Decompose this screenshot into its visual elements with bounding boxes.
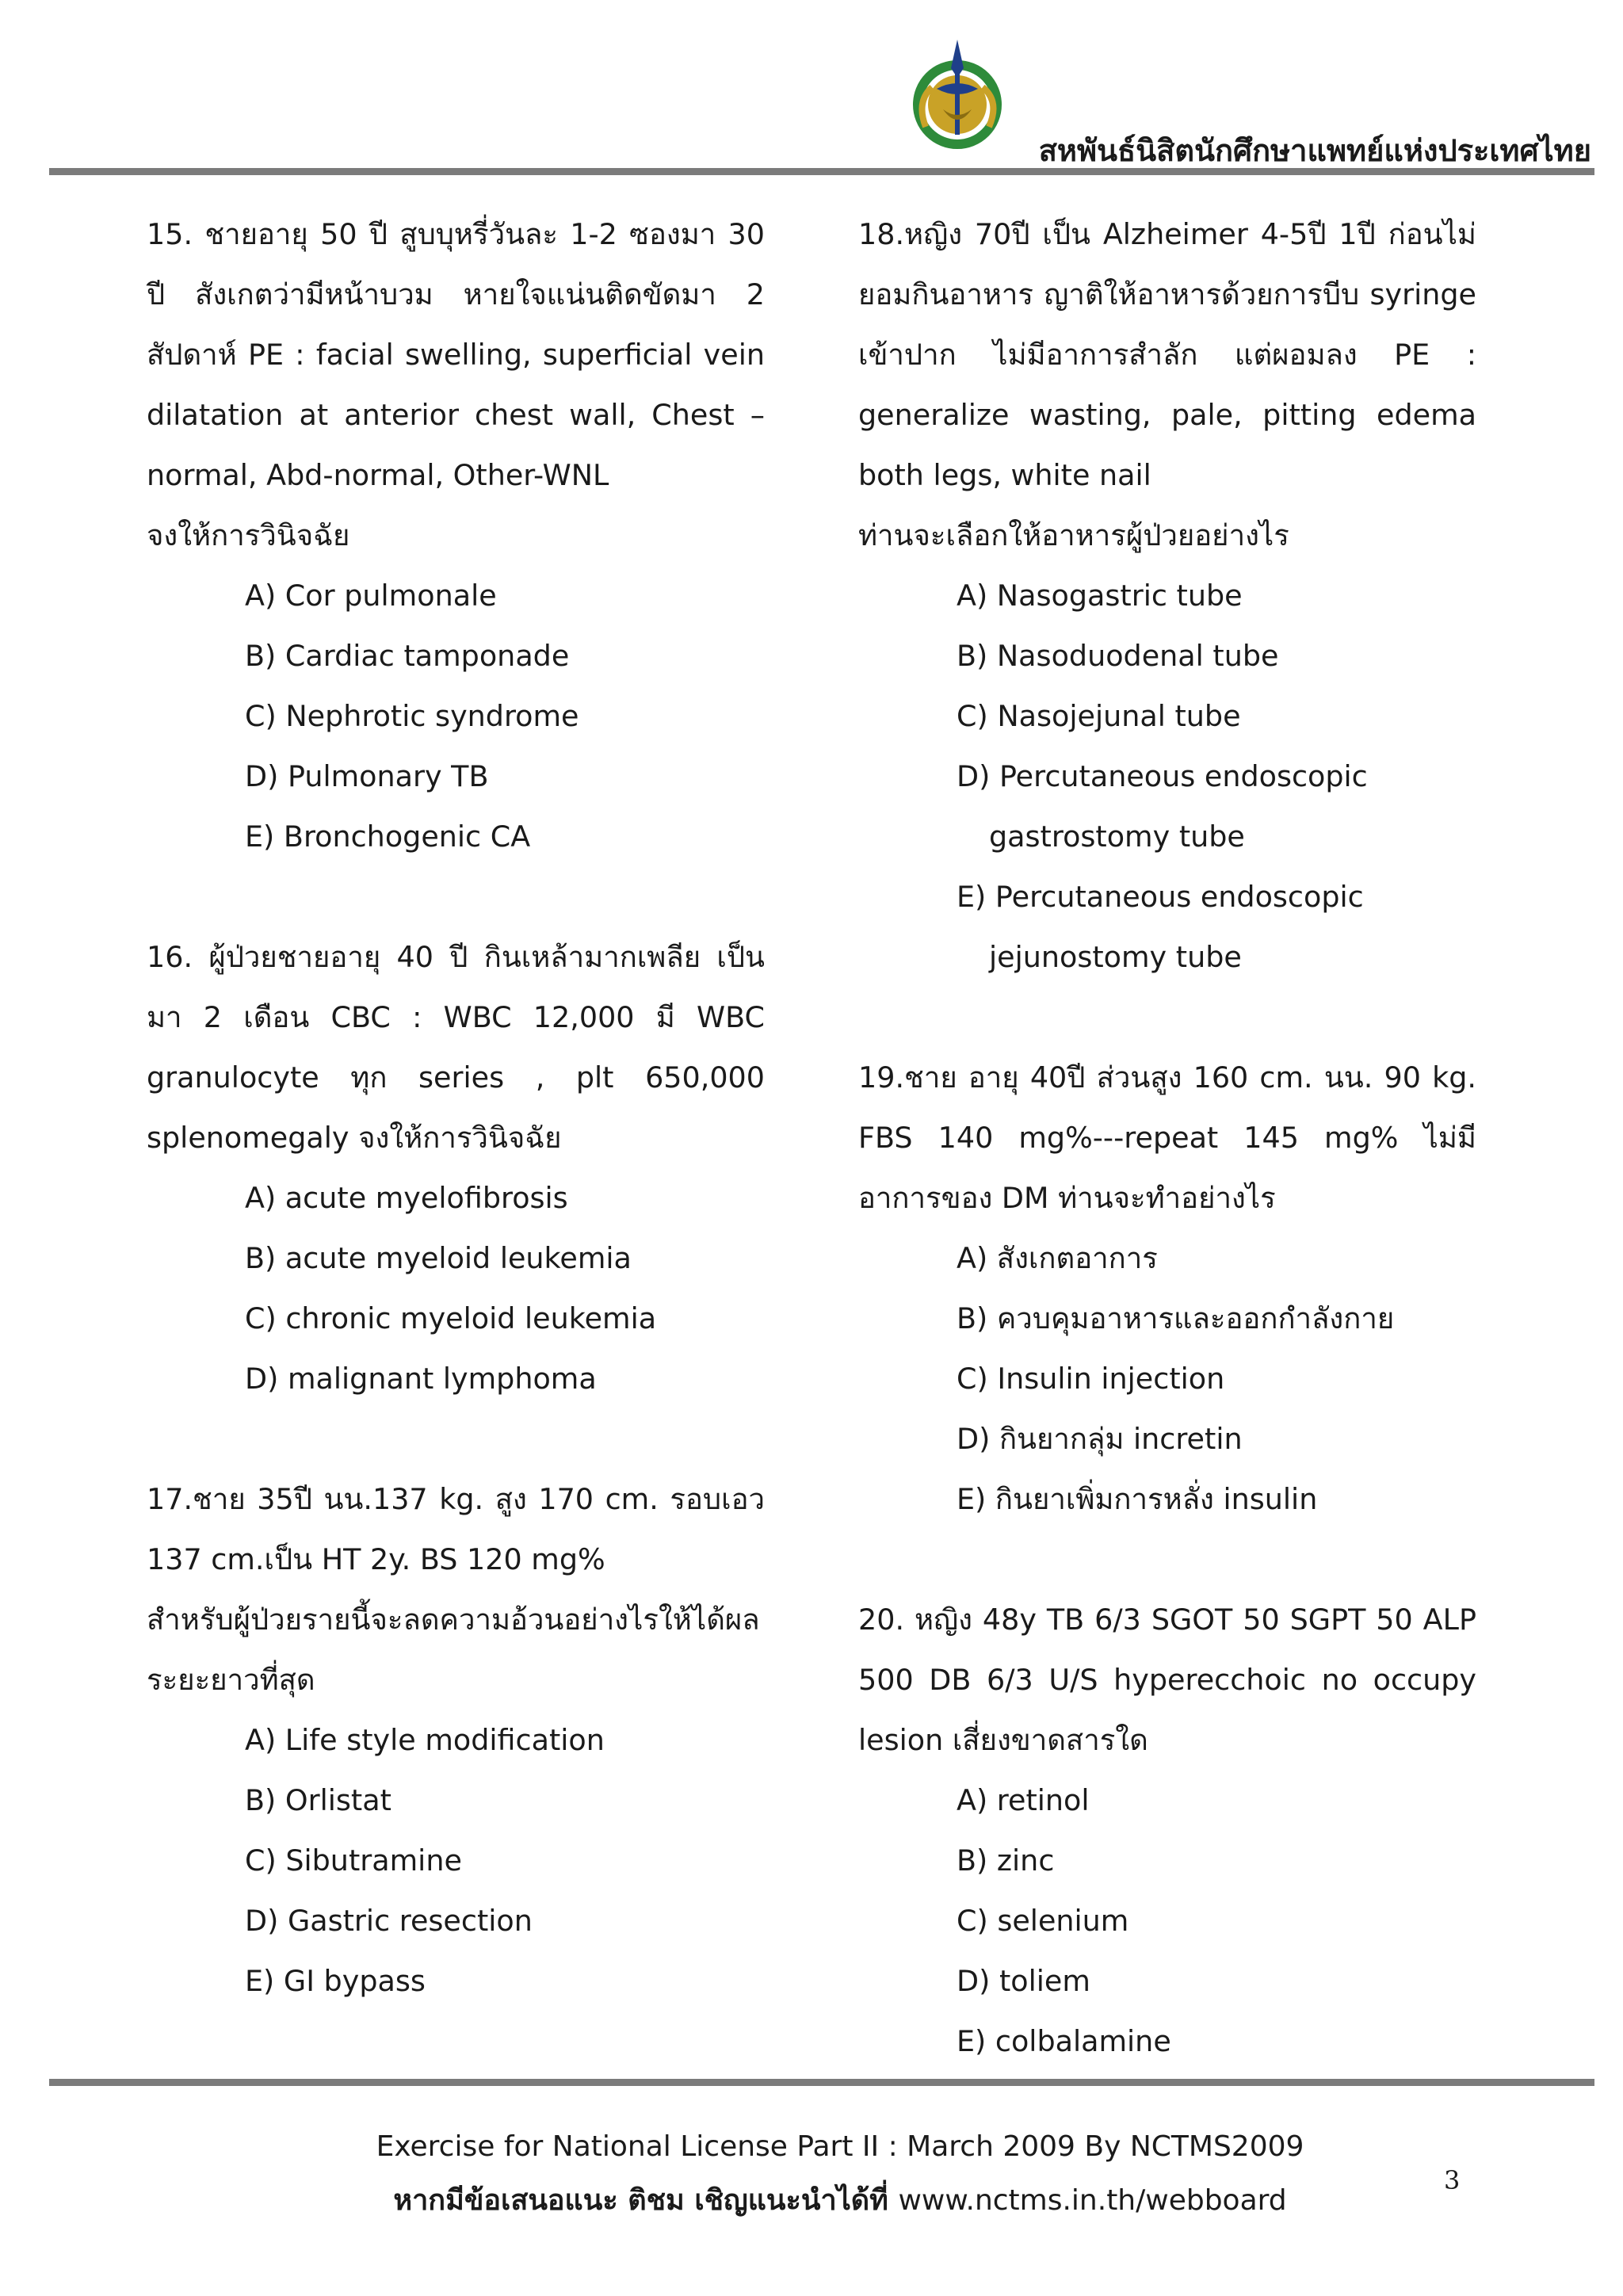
option-e [957, 867, 1476, 988]
option-d: D) กินยากลุ่ม incretin [957, 1422, 1243, 1456]
question-stem: 15. ชายอายุ 50 ปี สูบบุหรี่วันละ 1-2 ซองมา 30 ปี สังเกตว่ามีหน้าบวม หายใจแน่นติดขัดมา 2 สัปดาห์ PE : facial swelling, superficial vein dilatation at anterior chest wall, Chest –normal, Abd-normal, Other-WNL [147, 217, 765, 492]
right-column [858, 204, 1476, 2132]
option-b: B) zinc [957, 1843, 1055, 1878]
option-e-line-1: E) Percutaneous endoscopic [957, 880, 1364, 914]
option-d-line-2: gastrostomy tube [989, 819, 1245, 854]
option-c: C) Sibutramine [245, 1843, 462, 1878]
option-a: A) Nasogastric tube [957, 579, 1243, 613]
option-a: A) Cor pulmonale [245, 579, 497, 613]
footer-exercise-title: Exercise for National License Part II : March 2009 By NCTMS2009 [376, 2130, 1304, 2163]
webboard-link[interactable]: www.nctms.in.th/webboard [898, 2184, 1287, 2217]
option-e: E) Bronchogenic CA [245, 819, 531, 854]
question-16 [147, 927, 765, 1409]
question-17 [147, 1469, 765, 2011]
option-c: C) chronic myeloid leukemia [245, 1301, 657, 1335]
option-c: C) selenium [957, 1904, 1129, 1938]
question-prompt: จงให้การวินิจฉัย [147, 518, 350, 552]
option-b: B) Nasoduodenal tube [957, 639, 1279, 673]
option-a: A) acute myelofibrosis [245, 1181, 568, 1215]
question-prompt: สำหรับผู้ป่วยรายนี้จะลดความอ้วนอย่างไรให้ได้ผลระยะยาวที่สุด [147, 1603, 760, 1697]
option-d-line-1: D) Percutaneous endoscopic [957, 759, 1368, 793]
header-divider [49, 168, 1594, 175]
option-a: A) Life style modification [245, 1723, 605, 1757]
option-b: B) ควบคุมอาหารและออกกำลังกาย [957, 1301, 1395, 1335]
options-list [147, 1168, 765, 1409]
option-d: D) Gastric resection [245, 1904, 533, 1938]
options-list [858, 566, 1476, 988]
question-19 [858, 1048, 1476, 1530]
options-list [858, 1228, 1476, 1530]
option-c: C) Insulin injection [957, 1362, 1225, 1396]
question-prompt: ท่านจะเลือกให้อาหารผู้ป่วยอย่างไร [858, 518, 1289, 552]
question-stem: 16. ผู้ป่วยชายอายุ 40 ปี กินเหล้ามากเพลีย เป็นมา 2 เดือน CBC : WBC 12,000 มี WBC granulocyte ทุก series , plt 650,000 splenomegaly จงให้การวินิจฉัย [147, 940, 765, 1155]
option-d: D) malignant lymphoma [245, 1362, 597, 1396]
option-b: B) Orlistat [245, 1783, 391, 1817]
option-c: C) Nephrotic syndrome [245, 699, 579, 733]
options-list [147, 566, 765, 867]
left-column [147, 204, 765, 2072]
option-e: E) colbalamine [957, 2024, 1171, 2058]
question-stem: 19.ชาย อายุ 40ปี ส่วนสูง 160 cm. นน. 90 kg. FBS 140 mg%---repeat 145 mg% ไม่มีอาการของ DM ท่านจะทำอย่างไร [858, 1060, 1476, 1215]
question-stem: 20. หญิง 48y TB 6/3 SGOT 50 SGPT 50 ALP 500 DB 6/3 U/S hyperecchoic no occupy lesion เสี่ยงขาดสารใด [858, 1603, 1476, 1757]
option-d: D) Pulmonary TB [245, 759, 489, 793]
option-e-line-2: jejunostomy tube [989, 940, 1242, 974]
option-e: E) GI bypass [245, 1964, 426, 1998]
question-stem: 17.ชาย 35ปี นน.137 kg. สูง 170 cm. รอบเอว 137 cm.เป็น HT 2y. BS 120 mg% [147, 1482, 765, 1576]
option-d [957, 747, 1476, 867]
question-20 [858, 1590, 1476, 2072]
option-a: A) สังเกตอาการ [957, 1241, 1158, 1275]
footer-feedback-text: หากมีข้อเสนอแนะ ติชม เชิญแนะนำได้ที่ [393, 2184, 888, 2217]
option-e: E) กินยาเพิ่มการหลั่ง insulin [957, 1482, 1318, 1516]
question-stem: 18.หญิง 70ปี เป็น Alzheimer 4-5ปี 1ปี ก่อนไม่ยอมกินอาหาร ญาติให้อาหารด้วยการบีบ syringe เข้าปาก ไม่มีอาการสำลัก แต่ผอมลง PE : generalize wasting, pale, pitting edema both legs, white nail [858, 217, 1476, 492]
option-b: B) Cardiac tamponade [245, 639, 570, 673]
organization-name: สหพันธ์นิสิตนักศึกษาแพทย์แห่งประเทศไทย [1038, 133, 1591, 168]
option-d: D) toliem [957, 1964, 1090, 1998]
options-list [147, 1710, 765, 2011]
option-c: C) Nasojejunal tube [957, 699, 1241, 733]
nctms-emblem-icon [911, 32, 1030, 159]
page-number: 3 [1444, 2165, 1461, 2195]
footer-feedback-line [0, 2183, 1623, 2218]
option-b: B) acute myeloid leukemia [245, 1241, 632, 1275]
question-18 [858, 204, 1476, 988]
question-15 [147, 204, 765, 867]
option-a: A) retinol [957, 1783, 1090, 1817]
options-list [858, 1771, 1476, 2072]
footer-divider [49, 2079, 1594, 2086]
